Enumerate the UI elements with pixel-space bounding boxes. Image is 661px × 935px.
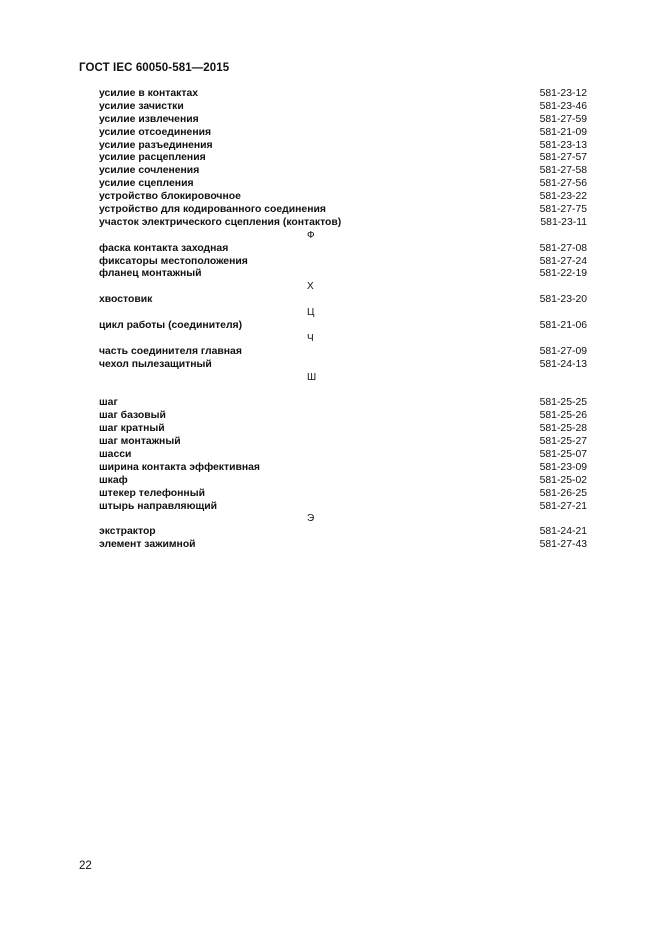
entry-term: шаг базовый <box>99 410 166 422</box>
index-entry <box>99 152 587 165</box>
letter-heading <box>99 372 587 385</box>
entry-code: 581-27-09 <box>539 345 587 357</box>
index-entry <box>99 165 587 178</box>
entry-code: 581-27-56 <box>539 178 587 190</box>
entry-code: 581-26-25 <box>539 487 587 499</box>
entry-term: фиксаторы местоположения <box>99 255 248 267</box>
index-entry <box>99 397 587 410</box>
index-entry <box>99 101 587 114</box>
index-entry <box>99 294 587 307</box>
index-entry <box>99 488 587 501</box>
index-entry <box>99 256 587 269</box>
index-entry <box>99 191 587 204</box>
entry-term: усилие извлечения <box>99 113 199 125</box>
index-entry <box>99 88 587 101</box>
entry-term: ширина контакта эффективная <box>99 461 260 473</box>
entry-term: фаска контакта заходная <box>99 242 229 254</box>
entry-code: 581-27-08 <box>539 242 587 254</box>
entry-code: 581-27-24 <box>539 255 587 267</box>
letter-heading <box>99 513 587 526</box>
spacer <box>99 384 587 397</box>
index-entry <box>99 114 587 127</box>
entry-term: усилие сцепления <box>99 178 194 190</box>
index-entry <box>99 178 587 191</box>
entry-code: 581-25-27 <box>539 436 587 448</box>
entry-term: шаг <box>99 397 118 409</box>
index-entry <box>99 410 587 423</box>
index-entry <box>99 423 587 436</box>
entry-code: 581-27-59 <box>539 113 587 125</box>
index-entry <box>99 449 587 462</box>
entry-code: 581-23-20 <box>539 294 587 306</box>
entry-code: 581-25-25 <box>539 397 587 409</box>
entry-code: 581-27-21 <box>539 500 587 512</box>
letter-heading-text: Х <box>307 281 314 293</box>
entry-code: 581-27-57 <box>539 152 587 164</box>
index-entry <box>99 436 587 449</box>
entry-term: экстрактор <box>99 526 156 538</box>
entry-term: фланец монтажный <box>99 268 202 280</box>
letter-heading-text: Э <box>307 513 315 525</box>
index-entry <box>99 268 587 281</box>
entry-code: 581-21-06 <box>539 320 587 332</box>
entry-term: шасси <box>99 448 132 460</box>
index-entry <box>99 501 587 514</box>
entry-term: штекер телефонный <box>99 487 205 499</box>
entry-code: 581-24-13 <box>539 358 587 370</box>
index-entry <box>99 320 587 333</box>
entry-term: усилие разъединения <box>99 139 213 151</box>
entry-term: усилие в контактах <box>99 88 199 99</box>
entry-code: 581-25-02 <box>539 474 587 486</box>
entry-term: цикл работы (соединителя) <box>99 320 243 332</box>
entry-term: участок электрического сцепления (контактов) <box>99 216 342 228</box>
letter-heading <box>99 230 587 243</box>
entry-code: 581-22-19 <box>539 268 587 280</box>
entry-code: 581-23-11 <box>540 216 587 228</box>
entry-term: чехол пылезащитный <box>99 358 212 370</box>
entry-code: 581-25-28 <box>539 423 587 435</box>
index-entry <box>99 475 587 488</box>
entry-term: шкаф <box>99 474 128 486</box>
page-number: 22 <box>79 860 92 872</box>
entry-term: шаг кратный <box>99 423 165 435</box>
entry-code: 581-25-07 <box>539 448 587 460</box>
index-entry <box>99 217 587 230</box>
index-entry <box>99 526 587 539</box>
entry-term: усилие сочленения <box>99 165 200 177</box>
entry-code: 581-25-26 <box>539 410 587 422</box>
entry-code: 581-23-12 <box>539 88 587 99</box>
entry-code: 581-27-75 <box>539 204 587 216</box>
entry-code: 581-23-13 <box>539 139 587 151</box>
index-entry <box>99 346 587 359</box>
letter-heading-text: Ц <box>307 307 315 319</box>
entry-term: штырь направляющий <box>99 500 218 512</box>
entry-code: 581-23-09 <box>539 461 587 473</box>
letter-heading <box>99 281 587 294</box>
entry-code: 581-27-58 <box>539 165 587 177</box>
index-entry <box>99 127 587 140</box>
index-entry <box>99 539 587 552</box>
document-header: ГОСТ IEC 60050-581—2015 <box>79 62 230 74</box>
index-entry <box>99 140 587 153</box>
entry-term: устройство для кодированного соединения <box>99 204 326 216</box>
entry-term: шаг монтажный <box>99 436 181 448</box>
entry-code: 581-24-21 <box>539 526 587 538</box>
letter-heading-text: Ч <box>307 332 314 344</box>
entry-term: усилие зачистки <box>99 100 184 112</box>
letter-heading-text: Ш <box>307 371 317 383</box>
entry-term: часть соединителя главная <box>99 345 242 357</box>
entry-term: усилие расцепления <box>99 152 206 164</box>
terms-index <box>99 88 587 552</box>
entry-term: элемент зажимной <box>99 539 196 551</box>
entry-code: 581-21-09 <box>539 126 587 138</box>
entry-code: 581-23-46 <box>539 100 587 112</box>
letter-heading <box>99 307 587 320</box>
entry-term: усилие отсоединения <box>99 126 212 138</box>
entry-term: хвостовик <box>99 294 153 306</box>
index-entry <box>99 243 587 256</box>
entry-code: 581-23-22 <box>539 191 587 203</box>
index-entry <box>99 204 587 217</box>
letter-heading-text: Ф <box>307 229 315 241</box>
letter-heading <box>99 333 587 346</box>
index-entry <box>99 462 587 475</box>
index-entry <box>99 359 587 372</box>
entry-term: устройство блокировочное <box>99 191 241 203</box>
entry-code: 581-27-43 <box>539 539 587 551</box>
